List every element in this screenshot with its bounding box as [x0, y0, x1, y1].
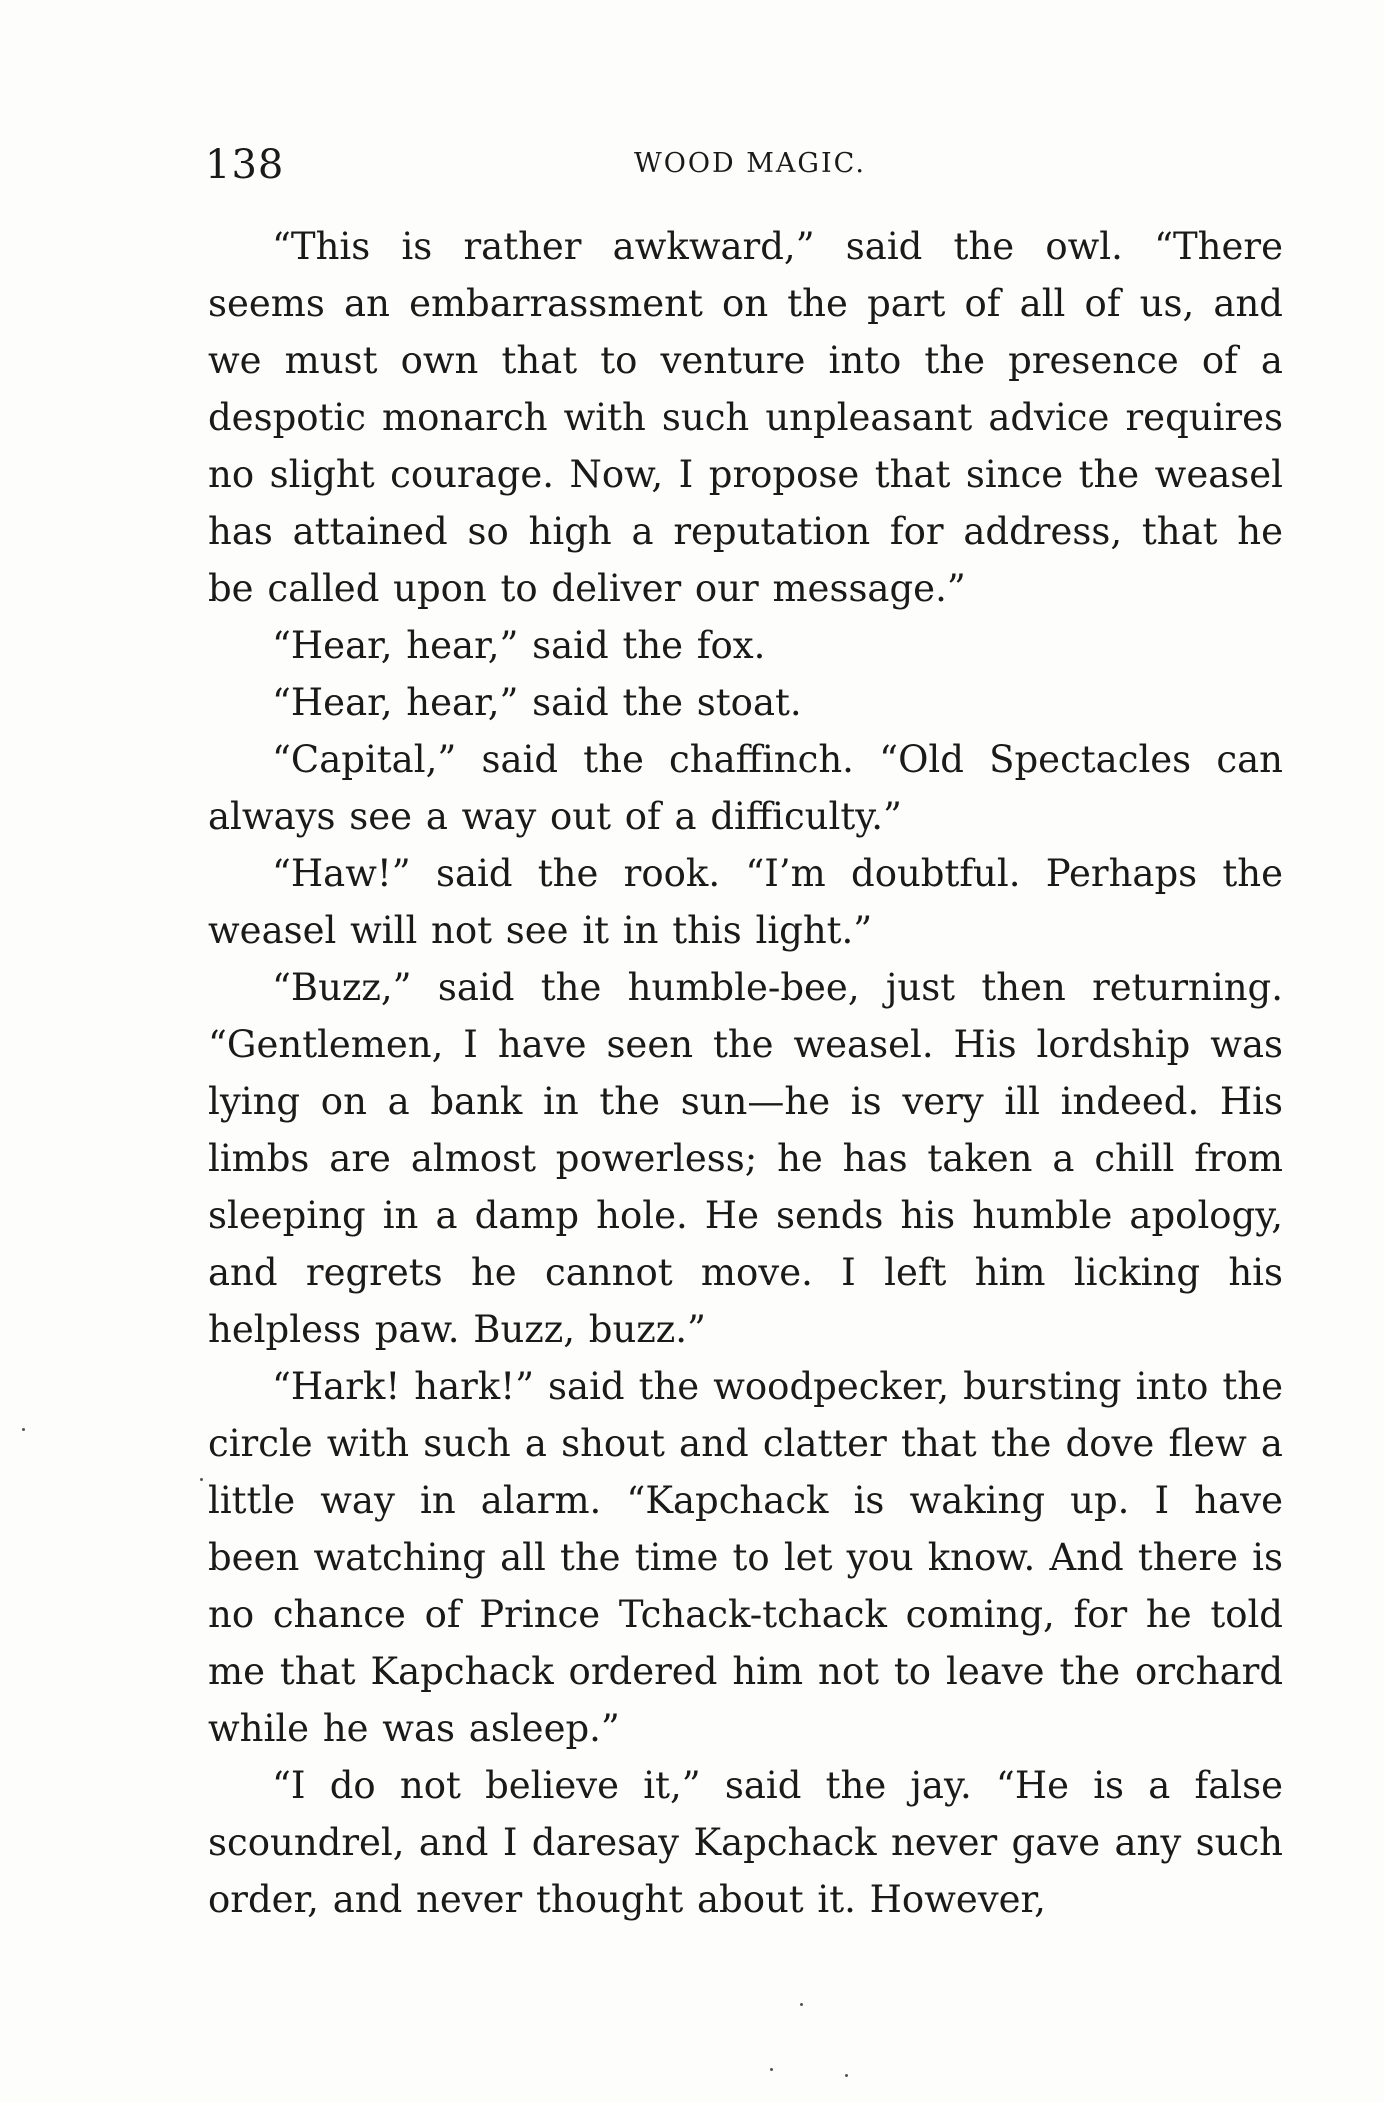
margin-speck	[770, 2068, 773, 2071]
paragraph-woodpecker: “Hark! hark!” said the woodpecker, bursting into the circle with such a shout and clatter that the dove flew a little way in alarm. “Kapchack is waking up. I have been watching all the time to let you know. And there is no chance of Prince Tchack-tchack coming, for he told me that Kapchack ordered him not to leave the orchard while he was asleep.”	[208, 1365, 1283, 1750]
paragraph-jay: “I do not believe it,” said the jay. “He is a false scoundrel, and I daresay Kapchack never gave any such order, and never thought about it. However,	[208, 1764, 1283, 1921]
margin-speck	[200, 1478, 203, 1481]
paragraph-owl: “This is rather awkward,” said the owl. “There seems an embarrassment on the part of all of us, and we must own that to venture into the presence of a despotic monarch with such unpleasant advice requires no slight courage. Now, I propose that since the weasel has attained so high a reputation for address, that he be called upon to deliver our message.”	[208, 225, 1283, 610]
paragraph-stoat: “Hear, hear,” said the stoat.	[272, 681, 802, 724]
page-header	[205, 142, 1295, 192]
margin-speck	[22, 1428, 25, 1431]
body-text	[208, 218, 1283, 1928]
paragraph-fox: “Hear, hear,” said the fox.	[272, 624, 766, 667]
margin-speck	[800, 2003, 803, 2006]
margin-speck	[845, 2074, 848, 2077]
paragraph-humble-bee: “Buzz,” said the humble-bee, just then returning. “Gentlemen, I have seen the weasel. His lordship was lying on a bank in the sun—he is very ill indeed. His limbs are almost powerless; he has taken a chill from sleeping in a damp hole. He sends his humble apology, and regrets he cannot move. I left him licking his helpless paw. Buzz, buzz.”	[208, 966, 1283, 1351]
paragraph-chaffinch: “Capital,” said the chaffinch. “Old Spectacles can always see a way out of a difficulty.”	[208, 738, 1283, 838]
running-title: WOOD MAGIC.	[634, 148, 866, 179]
paragraph-rook: “Haw!” said the rook. “I’m doubtful. Perhaps the weasel will not see it in this light.”	[208, 852, 1283, 952]
page-number: 138	[205, 142, 285, 188]
